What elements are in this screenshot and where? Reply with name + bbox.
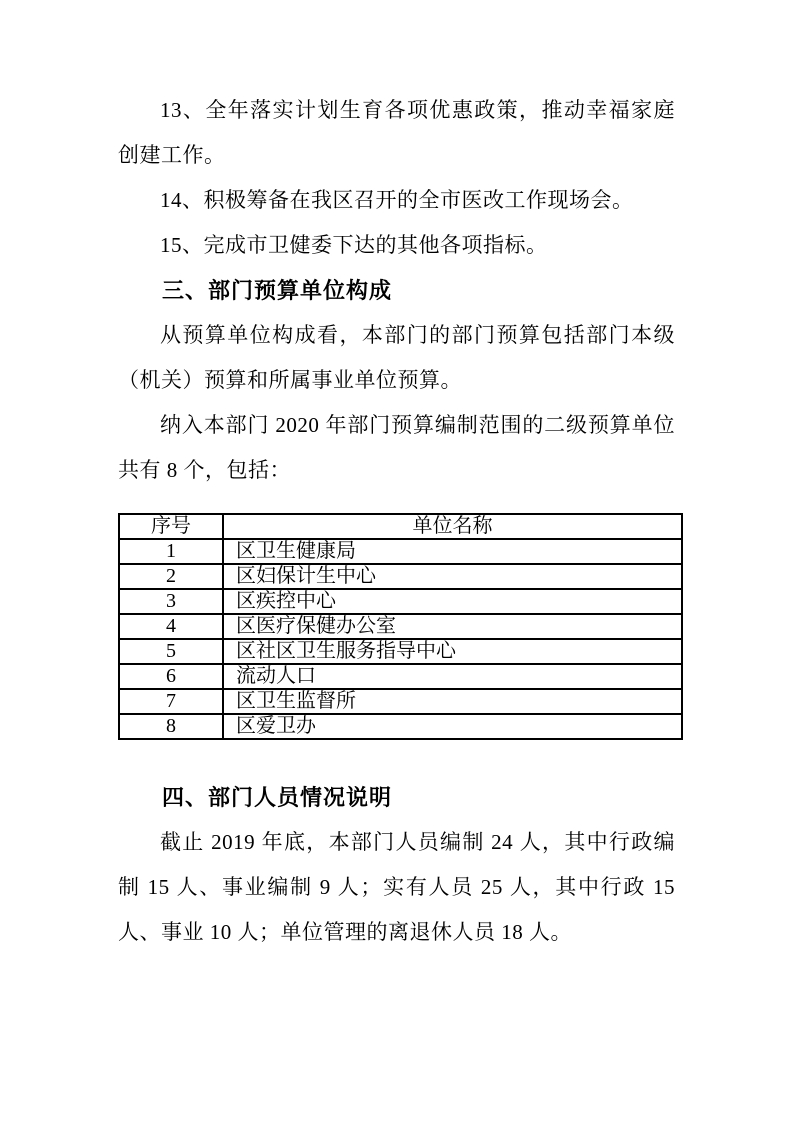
table-row bbox=[119, 664, 682, 689]
cell-seq: 1 bbox=[119, 539, 223, 564]
cell-unit-name: 区卫生监督所 bbox=[223, 689, 682, 714]
section-heading-personnel: 四、部门人员情况说明 bbox=[162, 785, 393, 810]
budget-units-table bbox=[118, 513, 683, 740]
table-row bbox=[119, 614, 682, 639]
cell-seq: 3 bbox=[119, 589, 223, 614]
column-header-seq: 序号 bbox=[119, 514, 223, 539]
cell-unit-name: 区疾控中心 bbox=[223, 589, 682, 614]
cell-unit-name: 区妇保计生中心 bbox=[223, 564, 682, 589]
document-body bbox=[118, 88, 675, 955]
column-header-unit-name: 单位名称 bbox=[223, 514, 682, 539]
cell-unit-name: 区卫生健康局 bbox=[223, 539, 682, 564]
table-row bbox=[119, 564, 682, 589]
table-row bbox=[119, 539, 682, 564]
section-heading-budget-units: 三、部门预算单位构成 bbox=[162, 278, 393, 303]
cell-seq: 4 bbox=[119, 614, 223, 639]
paragraph-personnel-details: 截止 2019 年底，本部门人员编制 24 人，其中行政编制 15 人、事业编制 9 人；实有人员 25 人，其中行政 15 人、事业 10 人；单位管理的离退休人员 18 人。 bbox=[118, 830, 675, 944]
cell-seq: 6 bbox=[119, 664, 223, 689]
paragraph-item-14: 14、积极筹备在我区召开的全市医改工作现场会。 bbox=[160, 188, 634, 212]
cell-seq: 2 bbox=[119, 564, 223, 589]
cell-unit-name: 流动人口 bbox=[223, 664, 682, 689]
cell-unit-name: 区医疗保健办公室 bbox=[223, 614, 682, 639]
table-row bbox=[119, 689, 682, 714]
paragraph-item-13: 13、全年落实计划生育各项优惠政策，推动幸福家庭创建工作。 bbox=[118, 98, 675, 167]
table-row bbox=[119, 639, 682, 664]
cell-seq: 5 bbox=[119, 639, 223, 664]
cell-seq: 7 bbox=[119, 689, 223, 714]
cell-seq: 8 bbox=[119, 714, 223, 739]
paragraph-budget-units-count: 纳入本部门 2020 年部门预算编制范围的二级预算单位共有 8 个，包括： bbox=[118, 413, 675, 482]
cell-unit-name: 区爱卫办 bbox=[223, 714, 682, 739]
paragraph-budget-composition: 从预算单位构成看，本部门的部门预算包括部门本级（机关）预算和所属事业单位预算。 bbox=[118, 323, 675, 392]
paragraph-item-15: 15、完成市卫健委下达的其他各项指标。 bbox=[160, 233, 548, 257]
cell-unit-name: 区社区卫生服务指导中心 bbox=[223, 639, 682, 664]
table-row bbox=[119, 714, 682, 739]
table-row bbox=[119, 589, 682, 614]
table-header-row bbox=[119, 514, 682, 539]
